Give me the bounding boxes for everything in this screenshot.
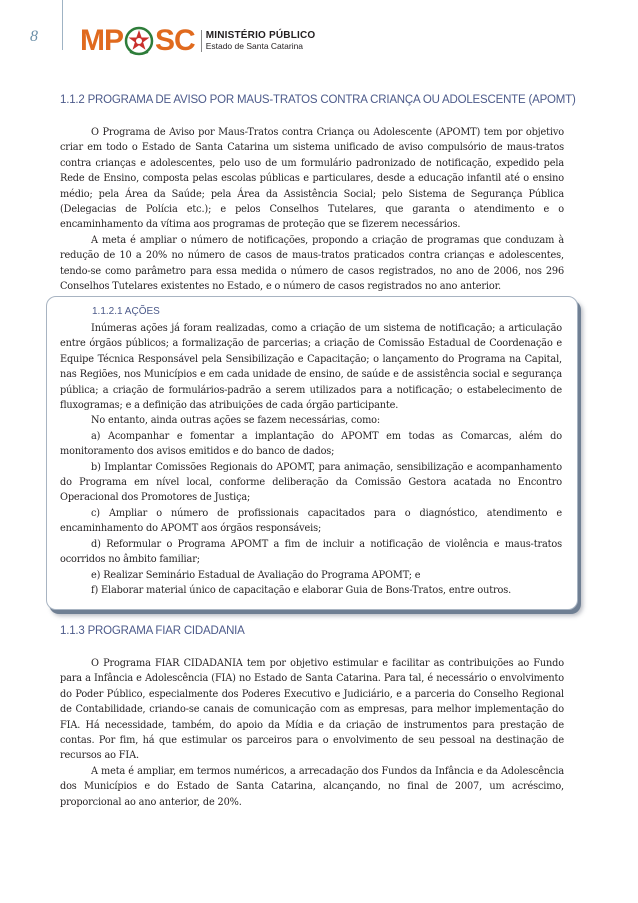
paragraph: A meta é ampliar, em termos numéricos, a arrecadação dos Fundos da Infância e da Adolescência dos Municípios e do Estado de Santa Catarina, alcançando, no final de 2007, um acréscimo, proporcional ao ano anterior, de 20%. — [60, 765, 564, 808]
list-item: d) Reformular o Programa APOMT a fim de incluir a notificação de violência e maus-tratos ocorridos no âmbito familiar; — [60, 538, 562, 566]
paragraph: Inúmeras ações já foram realizadas, como a criação de um sistema de notificação; a articulação entre órgãos públicos; a formalização de parcerias; a criação de Comissão Estadual de Coordenação e Equipe Técnica Responsável pela Sensibilização e Capacitação; o lançamento do Programa na Capital, nas Regiões, nos Municípios e em cada unidade de ensino, de saúde e de assistência social e segurança pública; a criação de formulários-padrão a serem utilizados para a notificação; o estabelecimento de fluxogramas; e a definição das atribuições de cada órgão participante. — [60, 323, 562, 412]
paragraph: O Programa de Aviso por Maus-Tratos contra Criança ou Adolescente (APOMT) tem por objetivo criar em todo o Estado de Santa Catarina um sistema unificado de aviso compulsório de maus-tratos contra crianças e adolescentes, pelo uso de um formulário padronizado de notificação, expedido pela Rede de Ensino, composta pelas escolas públicas e particulares, desde a educação infantil até o ensino médio; pela Área da Saúde; pela Área da Assistência Social; pelo Sistema de Segurança Pública (Delegacias de Polícia etc.); e pelos Conselhos Tutelares, que garanta o atendimento e o encaminhamento da vítima aos programas de proteção que se fizerem necessários. — [60, 127, 564, 231]
paragraph: O Programa FIAR CIDADANIA tem por objetivo estimular e facilitar as contribuições ao Fundo para a Infância e Adolescência (FIA) no Estado de Santa Catarina. Para tal, é necessário o envolvimento do Poder Público, especialmente dos Poderes Executivo e Judiciário, e a parceria do Conselho Regional de Contabilidade, criando-se canais de comunicação com as empresas, para melhor implementação do FIA. Há necessidade, também, do apoio da Mídia e da criação de instrumentos para prestação de contas. Por fim, há que estimular os parceiros para o envolvimento de seu pessoal na destinação de recursos ao FIA. — [60, 658, 564, 762]
list-item: b) Implantar Comissões Regionais do APOMT, para animação, sensibilização e acompanhamento do Programa em nível local, conforme deliberação da Comissão Gestora acatada no Encontro Operacional dos Promotores de Justiça; — [60, 461, 562, 504]
logo-letters-sc: SC — [155, 24, 195, 57]
actions-body — [60, 321, 562, 598]
header-divider — [62, 0, 63, 50]
mpsc-logo — [80, 24, 315, 58]
logo-caption — [201, 30, 316, 52]
section-body-apomt — [60, 125, 564, 294]
list-item: a) Acompanhar e fomentar a implantação do APOMT em todas as Comarcas, além do monitoramento dos avisos emitidos e do banco de dados; — [60, 430, 562, 458]
list-item: e) Realizar Seminário Estadual de Avaliação do Programa APOMT; e — [91, 569, 421, 581]
section-body-fiar — [60, 656, 564, 810]
logo-caption-line2: Estado de Santa Catarina — [205, 41, 304, 51]
section-title-apomt: 1.1.2 PROGRAMA DE AVISO POR MAUS-TRATOS CONTRA CRIANÇA OU ADOLESCENTE (APOMT) — [60, 94, 576, 106]
logo-letters-mp: MP — [80, 24, 123, 57]
paragraph: No entanto, ainda outras ações se fazem necessárias, como: — [91, 415, 381, 427]
paragraph: A meta é ampliar o número de notificações, propondo a criação de programas que conduzam à redução de 10 a 20% no número de casos de maus-tratos praticados contra crianças e adolescentes, tendo-se como parâmetro para essa medida o número de casos registrados, no ano de 2006, nos 296 Conselhos Tutelares existentes no Estado, e o número de casos registrados no ano anterior. — [60, 234, 564, 293]
state-seal-icon — [124, 26, 154, 56]
list-item: f) Elaborar material único de capacitação e elaborar Guia de Bons-Tratos, entre outros. — [91, 584, 512, 596]
section-title-fiar: 1.1.3 PROGRAMA FIAR CIDADANIA — [60, 625, 245, 637]
page-number: 8 — [30, 28, 38, 45]
logo-caption-line1: MINISTÉRIO PÚBLICO — [205, 30, 316, 41]
subsection-title-actions: 1.1.2.1 AÇÕES — [92, 306, 160, 317]
list-item: c) Ampliar o número de profissionais capacitados para o diagnóstico, atendimento e encaminhamento do APOMT aos órgãos responsáveis; — [60, 507, 562, 535]
